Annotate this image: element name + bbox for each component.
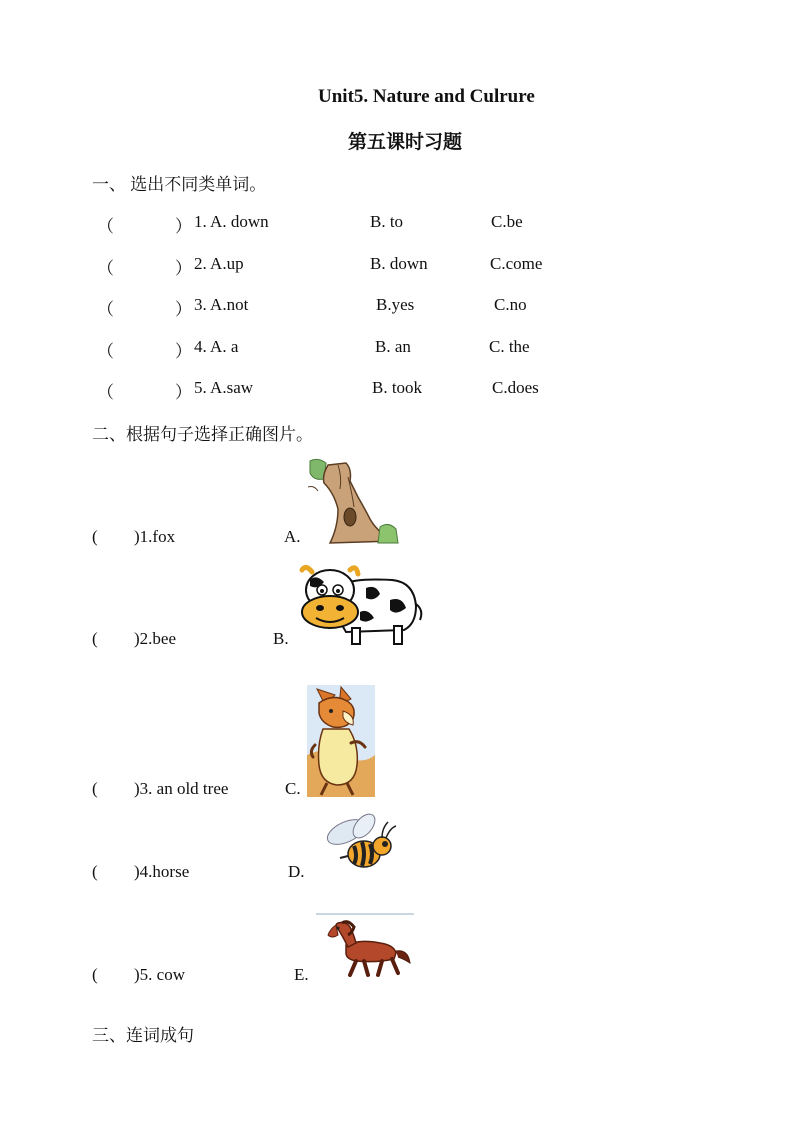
option-b: B. down bbox=[370, 254, 428, 273]
option-b: B. took bbox=[372, 378, 423, 397]
option-label: C. bbox=[285, 779, 301, 798]
section1-heading: 一、 选出不同类单词。 bbox=[92, 175, 267, 194]
section2-heading: 二、根据句子选择正确图片。 bbox=[92, 425, 313, 444]
answer-paren-open: ( bbox=[92, 629, 98, 648]
question-text: )1.fox bbox=[134, 527, 176, 546]
option-a: 1. A. down bbox=[194, 212, 269, 231]
section3-heading: 三、连词成句 bbox=[92, 1026, 194, 1045]
answer-paren-open: ( bbox=[92, 527, 98, 546]
option-c: C.does bbox=[492, 378, 539, 397]
option-a: 2. A.up bbox=[194, 254, 244, 273]
option-c: C. the bbox=[489, 337, 530, 356]
answer-paren-close: ） bbox=[175, 300, 192, 319]
question-text: )2.bee bbox=[134, 629, 177, 648]
answer-paren-open: ( bbox=[92, 779, 98, 798]
option-a: 4. A. a bbox=[194, 337, 239, 356]
answer-paren-open: （ bbox=[97, 259, 114, 278]
option-label: E. bbox=[294, 965, 309, 984]
question-text: )4.horse bbox=[134, 862, 190, 881]
option-label: D. bbox=[288, 862, 305, 881]
option-b: B.yes bbox=[376, 295, 415, 314]
option-b: B. an bbox=[375, 337, 411, 356]
option-a: 3. A.not bbox=[194, 295, 249, 314]
answer-paren-open: （ bbox=[97, 342, 114, 361]
answer-paren-open: ( bbox=[92, 965, 98, 984]
page-subtitle: 第五课时习题 bbox=[348, 132, 463, 153]
question-text: )3. an old tree bbox=[134, 779, 229, 798]
answer-paren-close: ） bbox=[175, 342, 192, 361]
option-label: B. bbox=[273, 629, 289, 648]
option-a: 5. A.saw bbox=[194, 378, 254, 397]
option-b: B. to bbox=[370, 212, 404, 231]
answer-paren-open: ( bbox=[92, 862, 98, 881]
fox-icon bbox=[307, 685, 375, 797]
cow-icon bbox=[296, 560, 424, 648]
tree-icon bbox=[308, 457, 400, 545]
page-title: Unit5. Nature and Culrure bbox=[318, 86, 535, 107]
option-label: A. bbox=[284, 527, 301, 546]
answer-paren-open: （ bbox=[97, 383, 114, 402]
answer-paren-open: （ bbox=[97, 300, 114, 319]
answer-paren-close: ） bbox=[175, 259, 192, 278]
horse-icon bbox=[316, 913, 414, 981]
question-text: )5. cow bbox=[134, 965, 185, 984]
option-c: C.no bbox=[494, 295, 527, 314]
answer-paren-close: ） bbox=[175, 383, 192, 402]
option-c: C.be bbox=[491, 212, 523, 231]
bee-icon bbox=[318, 810, 410, 880]
answer-paren-open: （ bbox=[97, 217, 114, 236]
answer-paren-close: ） bbox=[175, 217, 192, 236]
option-c: C.come bbox=[490, 254, 543, 273]
